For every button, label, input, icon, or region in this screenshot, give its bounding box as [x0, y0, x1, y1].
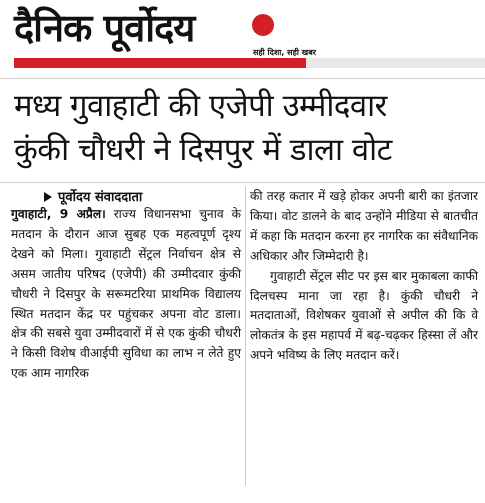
paragraph	[11, 205, 241, 384]
newspaper-title: दैनिक पूर्वोदय	[14, 6, 195, 50]
headline-line-1: मध्य गुवाहाटी की एजेपी उम्मीदवार	[14, 88, 387, 124]
headline-line-2: कुंकी चौधरी ने दिसपुर में डाला वोट	[14, 132, 392, 168]
dateline: गुवाहाटी, 9 अप्रैल।	[11, 207, 106, 221]
column-2-paragraph-1: की तरह कतार में खड़े होकर अपनी बारी का इंतजार किया। वोट डालने के बाद उन्होंने मीडिया से बातचीत में कहा कि मतदान करना हर नागरिक का संवैधानिक अधिकार और जिम्मेदारी है।	[250, 189, 478, 263]
masthead	[0, 0, 485, 78]
article-column-2	[250, 187, 478, 366]
sun-logo-icon	[252, 14, 274, 36]
column-2-paragraph-2: गुवाहाटी सेंट्रल सीट पर इस बार मुकाबला काफी दिलचस्प माना जा रहा है। कुंकी चौधरी ने मतदाताओं, विशेषकर युवाओं से अपील की कि वे लोकतंत्र के इस महापर्व में बढ़-चढ़कर हिस्सा लें और अपने भविष्य के लिए मतदान करें।	[250, 268, 478, 363]
column-divider	[245, 186, 246, 486]
column-1-text: राज्य विधानसभा चुनाव के मतदान के दौरान आज सुबह एक महत्वपूर्ण दृश्य देखने को मिला। गुवाहाटी सेंट्रल निर्वाचन क्षेत्र से असम जातीय परिषद (एजेपी) की उम्मीदवार कुंकी चौधरी ने दिसपुर के सरूमटरिया प्राथमिक विद्यालय स्थित मतदान केंद्र पर पहुंचकर अपना वोट डाला। क्षेत्र की सबसे युवा उम्मीदवारों में से एक कुंकी चौधरी ने किसी विशेष वीआईपी सुविधा का लाभ न लेते हुए एक आम नागरिक	[11, 207, 241, 381]
article-column-1	[11, 205, 241, 384]
newspaper-tagline: सही दिशा, सही खबर	[253, 48, 317, 57]
byline: पूर्वोदय संवाददाता	[58, 190, 143, 205]
masthead-divider	[0, 78, 485, 79]
headline-divider	[0, 182, 485, 183]
byline-arrow-icon	[44, 192, 52, 202]
article-headline	[14, 84, 476, 172]
masthead-color-bar	[14, 58, 485, 68]
